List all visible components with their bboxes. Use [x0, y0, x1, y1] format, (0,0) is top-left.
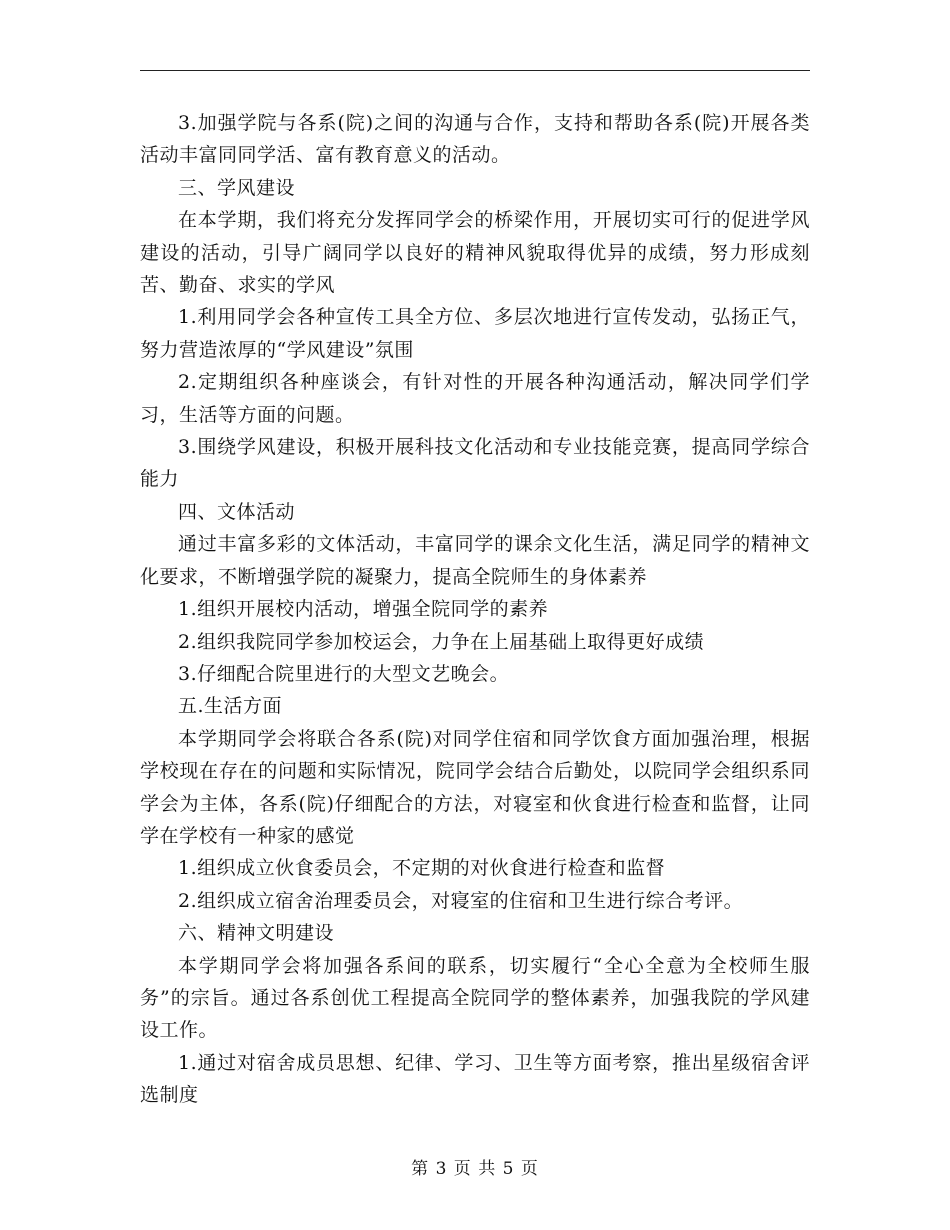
list-item: 3.仔细配合院里进行的大型文艺晚会。 [178, 662, 510, 685]
footer-total-pages: 5 [502, 1159, 515, 1179]
section-heading: 四、文体活动 [178, 500, 296, 523]
paragraph: 在本学期，我们将充分发挥同学会的桥梁作用，开展切实可行的促进学风建设的活动，引导广阔同学以良好的精神风貌取得优异的成绩，努力形成刻苦、勤奋、求实的学风 [140, 209, 810, 297]
paragraph: 本学期同学会将联合各系(院)对同学住宿和同学饮食方面加强治理，根据学校现在存在的问题和实际情况，院同学会结合后勤处，以院同学会组织系同学会为主体，各系(院)仔细配合的方法，对寝室和伙食进行检查和监督，让同学在学校有一种家的感觉 [140, 727, 810, 847]
header-rule [140, 70, 810, 71]
section-heading: 五.生活方面 [178, 695, 283, 718]
paragraph: 3.加强学院与各系(院)之间的沟通与合作，支持和帮助各系(院)开展各类活动丰富同同学活、富有教育意义的活动。 [140, 112, 810, 167]
section-heading: 三、学风建设 [178, 176, 296, 199]
list-item: 1.通过对宿舍成员思想、纪律、学习、卫生等方面考察，推出星级宿舍评选制度 [140, 1051, 810, 1107]
list-item: 1.组织成立伙食委员会，不定期的对伙食进行检查和监督 [178, 857, 666, 880]
footer-current-page: 3 [435, 1159, 448, 1179]
list-item: 2.组织我院同学参加校运会，力争在上届基础上取得更好成绩 [178, 630, 705, 653]
footer-suffix: 页 [520, 1159, 539, 1179]
page-footer [0, 1154, 950, 1179]
list-item: 2.组织成立宿舍治理委员会，对寝室的住宿和卫生进行综合考评。 [178, 889, 744, 912]
paragraph: 本学期同学会将加强各系间的联系，切实履行“全心全意为全校师生服务”的宗旨。通过各系创优工程提高全院同学的整体素养，加强我院的学风建设工作。 [140, 954, 810, 1042]
footer-middle: 页 共 [453, 1159, 497, 1179]
footer-prefix: 第 [411, 1159, 430, 1179]
list-item: 3.围绕学风建设，积极开展科技文化活动和专业技能竞赛，提高同学综合能力 [140, 436, 810, 491]
paragraph: 通过丰富多彩的文体活动，丰富同学的课余文化生活，满足同学的精神文化要求，不断增强学院的凝聚力，提高全院师生的身体素养 [140, 533, 810, 588]
list-item: 1.组织开展校内活动，增强全院同学的素养 [178, 598, 549, 621]
section-heading: 六、精神文明建设 [178, 922, 335, 945]
document-body [140, 107, 810, 1112]
list-item: 2.定期组织各种座谈会，有针对性的开展各种沟通活动，解决同学们学习，生活等方面的问题。 [140, 371, 810, 426]
list-item: 1.利用同学会各种宣传工具全方位、多层次地进行宣传发动，弘扬正气，努力营造浓厚的“学风建设”氛围 [140, 306, 810, 361]
